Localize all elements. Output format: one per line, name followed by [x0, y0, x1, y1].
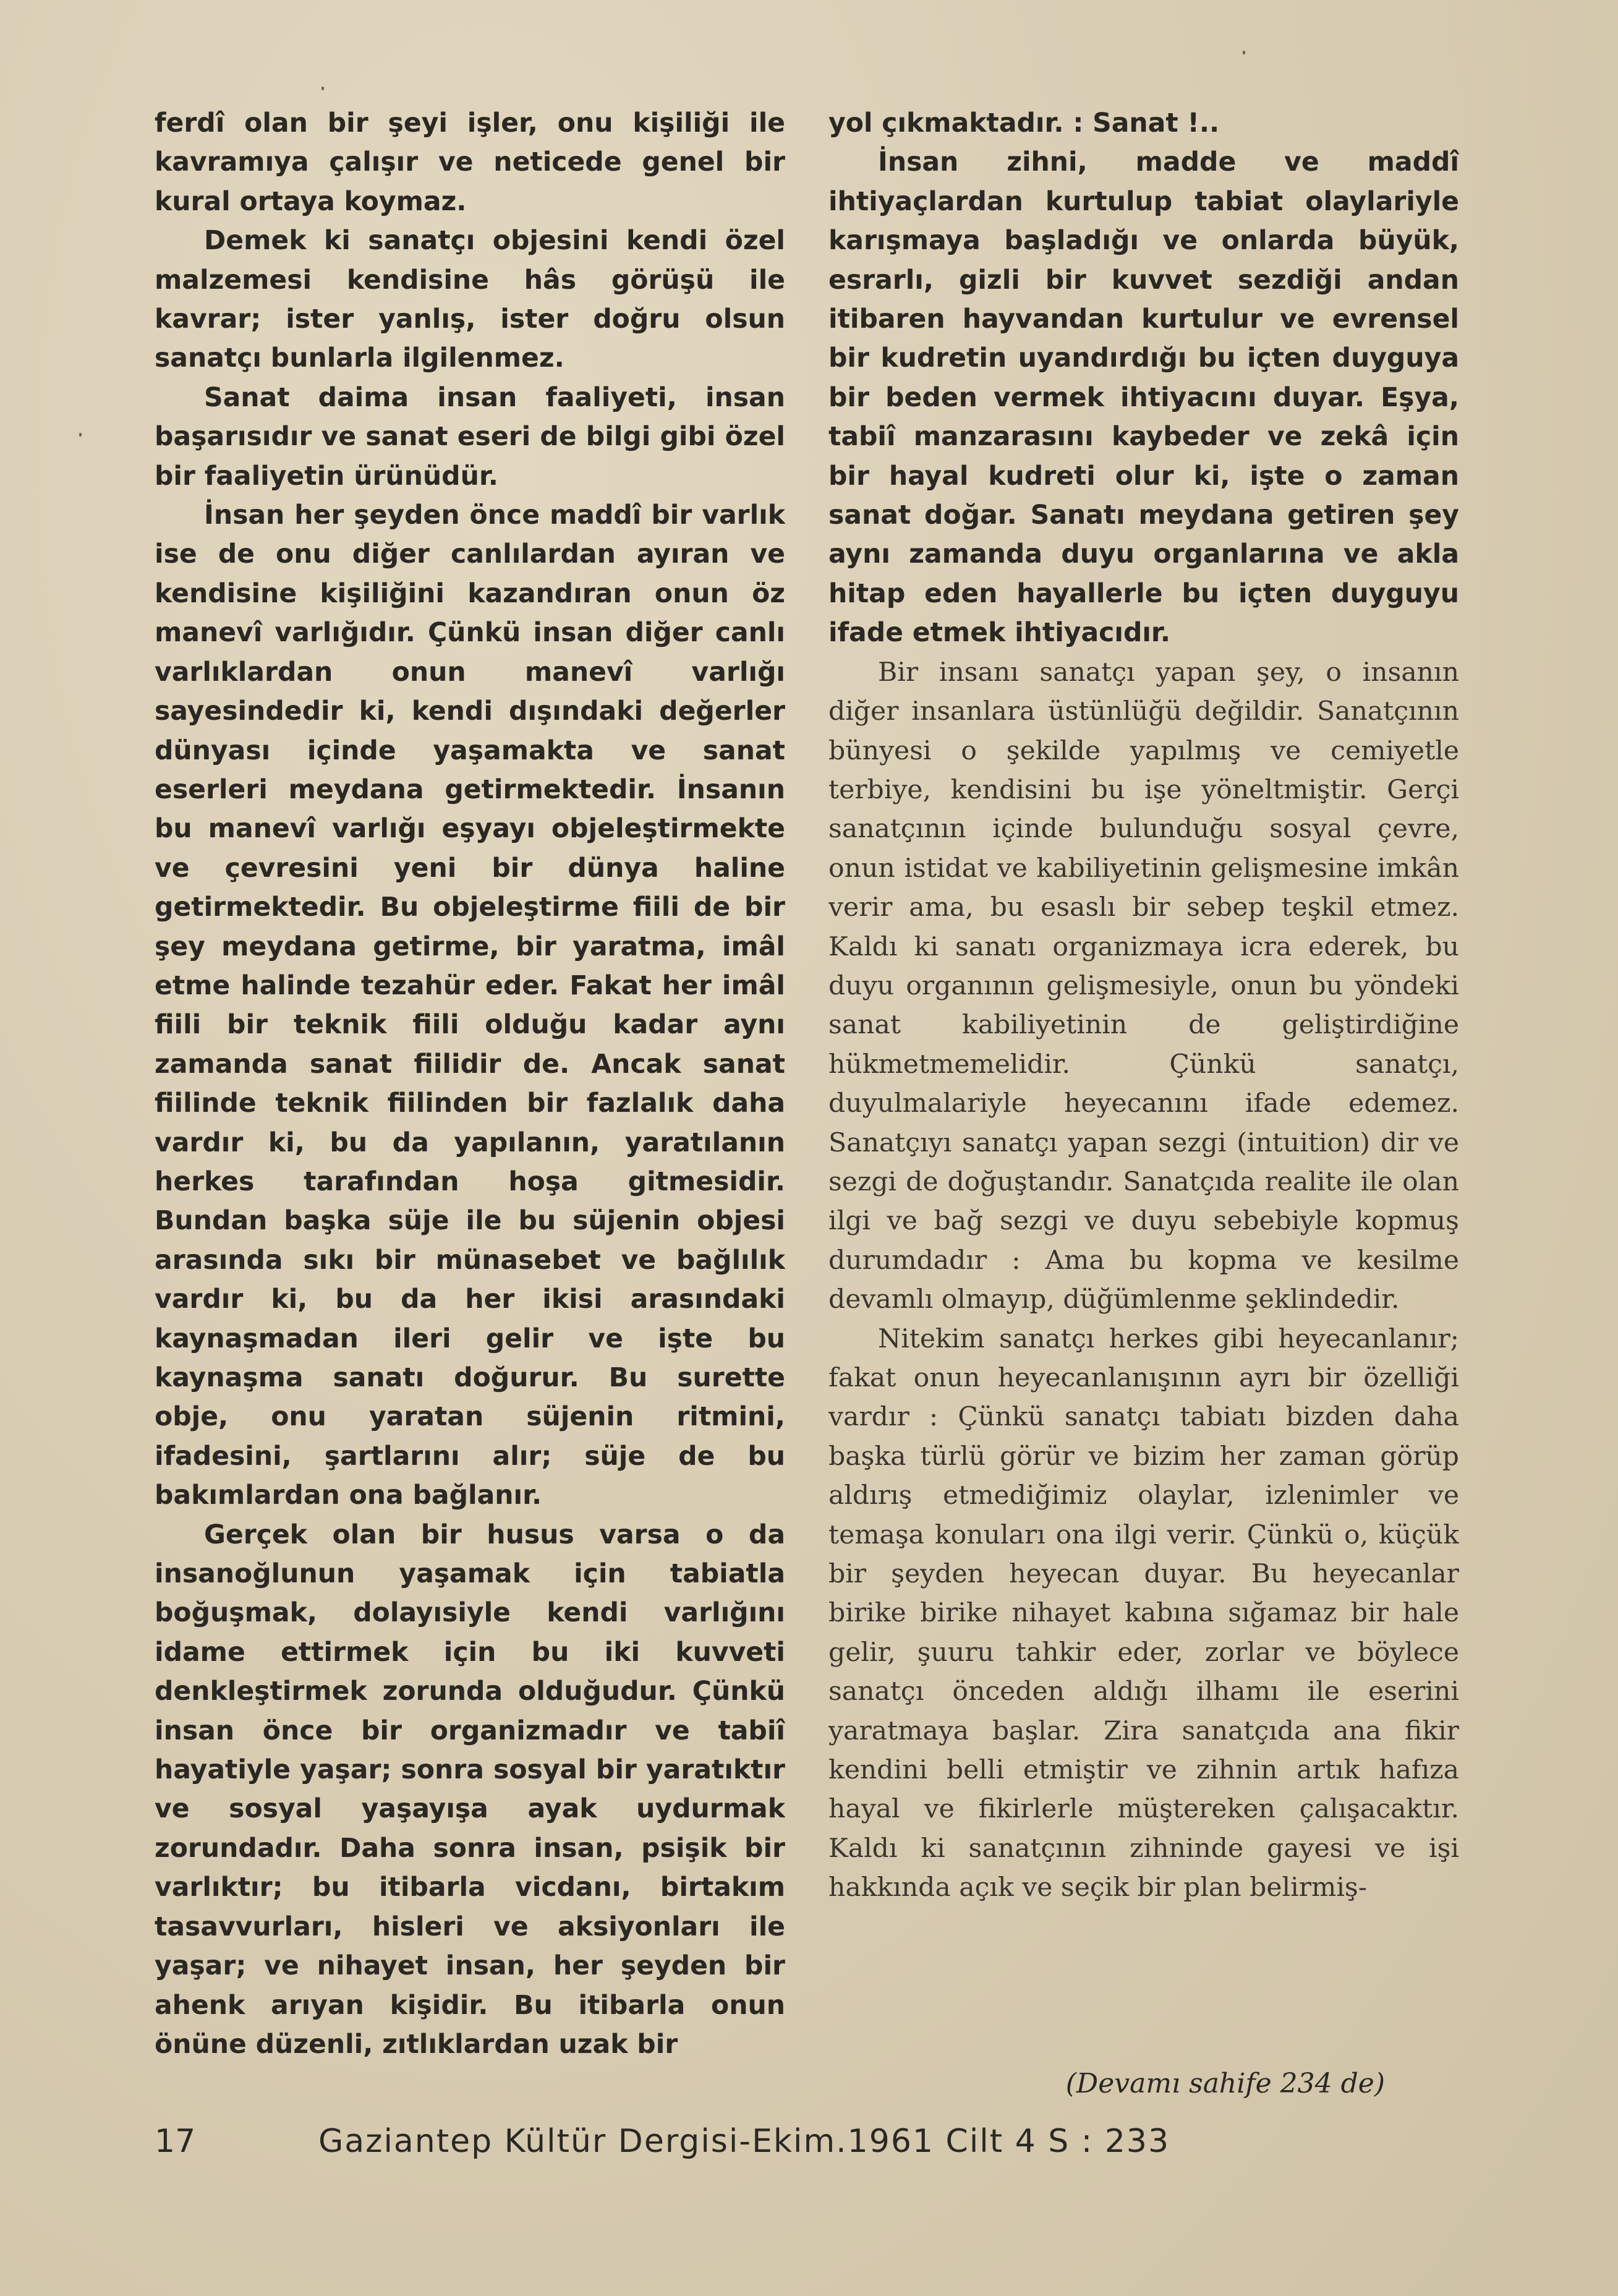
continued-note: (Devamı sahife 234 de) [1065, 2068, 1385, 2099]
print-speck [79, 433, 82, 437]
page-footer [155, 2120, 1428, 2163]
right-sans-block [828, 104, 1459, 653]
right-paragraph-1: yol çıkmaktadır. : Sanat !.. [828, 108, 1220, 139]
publication-line: Gaziantep Kültür Dergisi-Ekim.1961 Cilt 4 S : 233 [318, 2123, 1170, 2160]
left-paragraph-4: İnsan her şeyden önce maddî bir varlık ise de onu diğer canlılardan ayıran ve kendisine kişiliğini kazandıran onun öz manevî varlığıdır. Çünkü insan diğer canlı varlıklardan onun manevî varlığı sayesindedir ki, kendi dışındaki değerler dünyası içinde yaşamakta ve sanat eserleri meydana getirmektedir. İnsanın bu manevî varlığı eşyayı objeleştirmekte ve çevresini yeni bir dünya haline getirmektedir. Bu objeleştirme fiili de bir şey meydana getirme, bir yaratma, imâl etme halinde tezahür eder. Fakat her imâl fiili bir teknik fiili olduğu kadar aynı zamanda sanat fiilidir de. Ancak sanat fiilinde teknik fiilinden bir fazlalık daha vardır ki, bu da yapılanın, yaratılanın herkes tarafından hoşa gitmesidir. Bundan başka süje ile bu süjenin objesi arasında sıkı bir münasebet ve bağlılık vardır ki, bu da her ikisi arasındaki kaynaşmadan ileri gelir ve işte bu kaynaşma sanatı doğurur. Bu surette obje, onu yaratan süjenin ritmini, ifadesini, şartlarını alır; süje de bu bakımlardan ona bağlanır. [155, 500, 785, 1511]
right-paragraph-4: Nitekim sanatçı herkes gibi heyecanlanır; fakat onun heyecanlanışının ayrı bir özelliği vardır : Çünkü sanatçı tabiatı bizden daha başka türlü görür ve bizim her zaman görüp aldırış etmediğimiz olaylar, izlenimler ve temaşa konuları ona ilgi verir. Çünkü o, küçük bir şeyden heyecan duyar. Bu heyecanlar birike birike nihayet kabına sığamaz bir hale gelir, şuuru tahkir eder, zorlar ve böylece sanatçı önceden aldığı ilhamı ile eserini yaratmaya başlar. Zira sanatçıda ana fikir kendini belli etmiştir ve zihnin artık hafıza hayal ve fikirlerle müştereken çalışacaktır. Kaldı ki sanatçının zihninde gayesi ve işi hakkında açık ve seçik bir plan belirmiş- [828, 1323, 1459, 1903]
left-paragraph-1: ferdî olan bir şeyi işler, onu kişiliği ile kavramıya çalışır ve neticede genel bir kural ortaya koymaz. [155, 108, 785, 217]
print-speck [321, 87, 324, 90]
right-paragraph-2: İnsan zihni, madde ve maddî ihtiyaçlardan kurtulup tabiat olaylariyle karışmaya başladığı ve onlarda büyük, esrarlı, gizli bir kuvvet sezdiği andan itibaren hayvandan kurtulur ve evrensel bir kudretin uyandırdığı bu içten duyguya bir beden vermek ihtiyacını duyar. Eşya, tabiî manzarasını kaybeder ve zekâ için bir hayal kudreti olur ki, işte o zaman sanat doğar. Sanatı meydana getiren şey aynı zamanda duyu organlarına ve akla hitap eden hayallerle bu içten duyguyu ifade etmek ihtiyacıdır. [828, 147, 1459, 649]
right-paragraph-3: Bir insanı sanatçı yapan şey, o insanın diğer insanlara üstünlüğü değildir. Sanatçının bünyesi o şekilde yapılmış ve cemiyetle terbiye, kendisini bu işe yöneltmiştir. Gerçi sanatçının içinde bulunduğu sosyal çevre, onun istidat ve kabiliyetinin gelişmesine imkân verir ama, bu esaslı bir sebep teşkil etmez. Kaldı ki sanatı organizmaya icra ederek, bu duyu organının gelişmesiyle, onun bu yöndeki sanat kabiliyetinin de geliştirdiğine hükmetmemelidir. Çünkü sanatçı, duyulmalariyle heyecanını ifade edemez. Sanatçıyı sanatçı yapan sezgi (intuition) dir ve sezgi de doğuştandır. Sanatçıda realite ile olan ilgi ve bağ sezgi ve duyu sebebiyle kopmuş durumdadır : Ama bu kopma ve kesilme devamlı olmayıp, düğümlenme şeklindedir. [828, 657, 1459, 1315]
left-paragraph-5: Gerçek olan bir husus varsa o da insanoğlunun yaşamak için tabiatla boğuşmak, dolayısiyle kendi varlığını idame ettirmek için bu iki kuvveti denkleştirmek zorunda olduğudur. Çünkü insan önce bir organizmadır ve tabiî hayatiyle yaşar; sonra sosyal bir yaratıktır ve sosyal yaşayışa ayak uydurmak zorundadır. Daha sonra insan, psişik bir varlıktır; bu itibarla vicdanı, birtakım tasavvurları, hisleri ve aksiyonları ile yaşar; ve nihayet insan, her şeyden bir ahenk arıyan kişidir. Bu itibarla onun önüne düzenli, zıtlıklardan uzak bir [155, 1519, 785, 2060]
right-column [828, 104, 1459, 2126]
page-number: 17 [155, 2123, 196, 2160]
left-paragraph-3: Sanat daima insan faaliyeti, insan başarısıdır ve sanat eseri de bilgi gibi özel bir faaliyetin ürünüdür. [155, 382, 785, 492]
left-paragraph-2: Demek ki sanatçı objesini kendi özel malzemesi kendisine hâs görüşü ile kavrar; ister yanlış, ister doğru olsun sanatçı bunlarla ilgilenmez. [155, 226, 785, 374]
left-column [155, 104, 785, 2126]
print-speck [1243, 51, 1245, 54]
